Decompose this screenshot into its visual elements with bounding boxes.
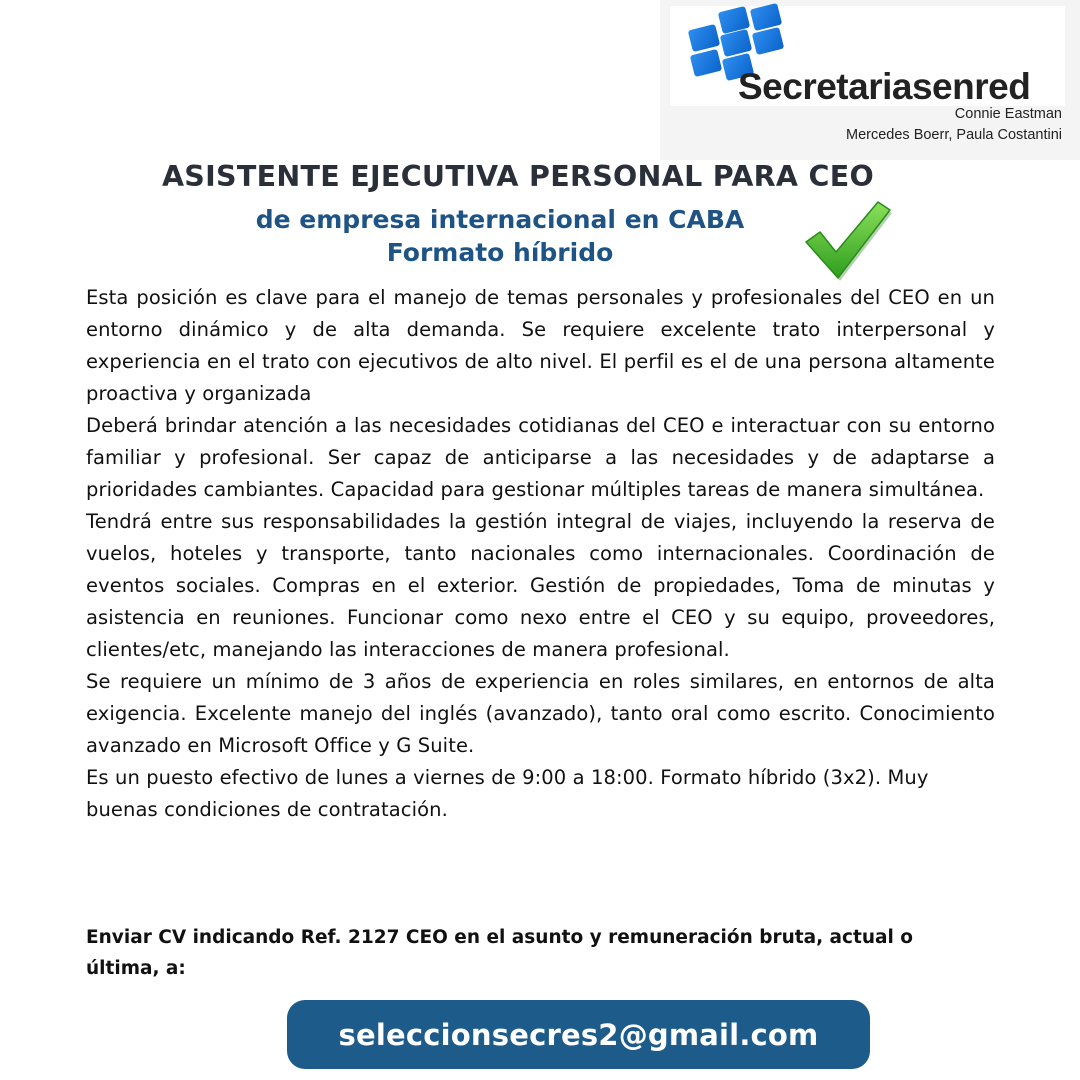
green-checkmark-icon [800, 196, 892, 282]
application-instructions: Enviar CV indicando Ref. 2127 CEO en el asunto y remuneración bruta, actual o última, a: [86, 927, 913, 979]
paragraph-responsibilities: Tendrá entre sus responsabilidades la gestión integral de viajes, incluyendo la reserva de vuelos, hoteles y transporte, tanto nacionales como internacionales. Coordinación de eventos sociales. Compras en el exterior. Gestión de propiedades, Toma de minutas y asistencia en reuniones. Funcionar como nexo entre el CEO y su equipo, proveedores, clientes/etc, manejando las interacciones de manera profesional. [86, 510, 995, 661]
subtitle-company: de empresa internacional en CABA [255, 205, 745, 234]
paragraph-schedule: Es un puesto efectivo de lunes a viernes de 9:00 a 18:00. Formato híbrido (3x2). Muy buenas condiciones de contratación. [86, 766, 929, 821]
paragraph-duties: Deberá brindar atención a las necesidades cotidianas del CEO e interactuar con su entorno familiar y profesional. Ser capaz de anticiparse a las necesidades y de adaptarse a prioridades cambiantes. Capacidad para gestionar múltiples tareas de manera simultánea. [86, 414, 995, 501]
email-address[interactable]: seleccionsecres2@gmail.com [338, 1017, 819, 1052]
paragraph-requirements: Se requiere un mínimo de 3 años de experiencia en roles similares, en entornos de alta exigencia. Excelente manejo del inglés (avanzado), tanto oral como escrito. Conocimiento avanzado en Microsoft Office y G Suite. [86, 670, 995, 757]
email-button[interactable] [287, 1000, 870, 1069]
paragraph-summary: Esta posición es clave para el manejo de temas personales y profesionales del CEO en un entorno dinámico y de alta demanda. Se requiere excelente trato interpersonal y experiencia en el trato con ejecutivos de alto nivel. El perfil es el de una persona altamente proactiva y organizada [86, 286, 995, 405]
page-title: ASISTENTE EJECUTIVA PERSONAL PARA CEO [161, 160, 875, 193]
job-description [86, 282, 995, 826]
logo-brand-name: Secretariasenred [738, 66, 1031, 107]
logo [670, 6, 1065, 106]
logo-panel [660, 0, 1080, 160]
logo-byline-2: Mercedes Boerr, Paula Costantini [846, 127, 1062, 143]
logo-byline-1: Connie Eastman [954, 106, 1062, 122]
subtitle-format: Formato híbrido [386, 238, 614, 267]
